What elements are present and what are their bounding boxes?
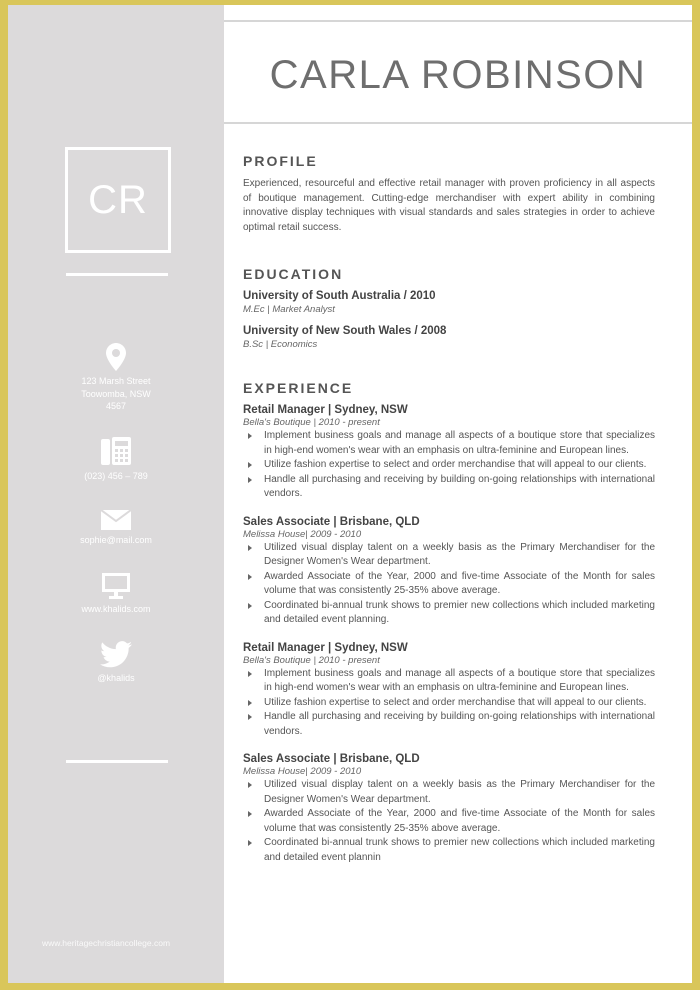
email-block (8, 510, 224, 547)
twitter-block (8, 641, 224, 685)
section-title-education: EDUCATION (243, 266, 344, 282)
sidebar-divider-bottom (66, 760, 168, 763)
education-school: University of New South Wales / 2008 (243, 325, 447, 337)
job-bullet: Implement business goals and manage all aspects of a boutique store that specializes in high-end women's wear with an emphasis on ultra-feminine and European lines. (243, 667, 655, 696)
job-bullets (243, 429, 655, 502)
phone-number: (023) 456 – 789 (84, 471, 148, 481)
sidebar (8, 5, 224, 983)
job-bullet: Utilize fashion expertise to select and order merchandise that will appeal to our clients. (243, 458, 655, 473)
website-block (8, 573, 224, 616)
job-bullet: Coordinated bi-annual trunk shows to premier new collections which included marketing and detailed event plannin (243, 836, 655, 865)
job-title: Sales Associate | Brisbane, QLD (243, 515, 420, 528)
job-bullets (243, 778, 655, 865)
education-item (243, 290, 655, 315)
job-entry (243, 516, 655, 628)
twitter-handle: @khalids (97, 673, 135, 683)
experience-section (243, 380, 655, 865)
website-url: www.khalids.com (81, 604, 151, 614)
envelope-icon (101, 510, 131, 530)
phone-icon (101, 436, 131, 466)
education-school: University of South Australia / 2010 (243, 290, 436, 302)
monogram: CR (65, 147, 171, 253)
education-item (243, 325, 655, 350)
job-title: Sales Associate | Brisbane, QLD (243, 753, 420, 765)
sidebar-divider-top (66, 273, 168, 276)
address-line-3: 4567 (105, 401, 127, 411)
twitter-bird-icon (100, 641, 132, 668)
header-top-rule (224, 20, 692, 22)
education-section (243, 266, 655, 350)
job-bullet: Utilized visual display talent on a weekly basis as the Primary Merchandiser for the Designer Women's Wear department. (243, 778, 655, 807)
job-bullet: Handle all purchasing and receiving by building on-going relationships with international vendors. (243, 710, 655, 739)
job-title: Retail Manager | Sydney, NSW (243, 404, 408, 416)
resume-content (243, 153, 655, 865)
job-title: Retail Manager | Sydney, NSW (243, 641, 408, 654)
job-bullet: Awarded Associate of the Year, 2000 and five-time Associate of the Month for sales volume that was consistently 25-35% above average. (243, 807, 655, 836)
job-bullet: Utilized visual display talent on a weekly basis as the Primary Merchandiser for the Designer Women's Wear department. (243, 541, 655, 570)
profile-text: Experienced, resourceful and effective retail manager with proven proficiency in all aspects of boutique management. Cutting-edge merchandiser with expert ability in combining innovative display techniques with visual standards and sales strategies in order to achieve optimal retail success. (243, 178, 655, 233)
job-bullet: Utilize fashion expertise to select and order merchandise that will appeal to our clients. (243, 696, 655, 711)
profile-section (243, 153, 655, 235)
job-bullets (243, 667, 655, 740)
monitor-icon (102, 573, 130, 599)
job-bullet: Handle all purchasing and receiving by building on-going relationships with international vendors. (243, 473, 655, 502)
job-bullet: Implement business goals and manage all aspects of a boutique store that specializes in high-end women's wear with an emphasis on ultra-feminine and European lines. (243, 429, 655, 458)
section-title-experience: EXPERIENCE (243, 380, 354, 396)
job-bullet: Awarded Associate of the Year, 2000 and five-time Associate of the Month for sales volume that was consistently 25-35% above average. (243, 570, 655, 599)
header-bottom-rule (224, 122, 692, 124)
watermark-text: www.heritagechristiancollege.com (42, 938, 171, 948)
education-degree: B.Sc | Economics (243, 339, 318, 350)
job-company: Bella's Boutique | 2010 - present (243, 417, 380, 428)
education-degree: M.Ec | Market Analyst (243, 304, 335, 315)
address-line-2: Toowomba, NSW (81, 388, 151, 399)
job-entry (243, 404, 655, 502)
job-company: Melissa House| 2009 - 2010 (243, 766, 362, 777)
job-entry (243, 753, 655, 865)
job-company: Bella's Boutique | 2010 - present (243, 654, 380, 666)
candidate-name: CARLA ROBINSON (269, 53, 647, 97)
phone-block (8, 436, 224, 483)
section-title-profile: PROFILE (243, 153, 318, 169)
address-block (8, 343, 224, 413)
job-bullets (243, 541, 655, 628)
job-entry (243, 642, 655, 740)
email-address: sophie@mail.com (80, 535, 152, 545)
location-pin-icon (106, 343, 126, 371)
main-column (224, 5, 692, 983)
job-bullet: Coordinated bi-annual trunk shows to premier new collections which included marketing and detailed event planning. (243, 599, 655, 628)
resume-page (8, 5, 692, 983)
address-line-1: 123 Marsh Street (81, 376, 151, 386)
job-company: Melissa House| 2009 - 2010 (243, 528, 362, 540)
